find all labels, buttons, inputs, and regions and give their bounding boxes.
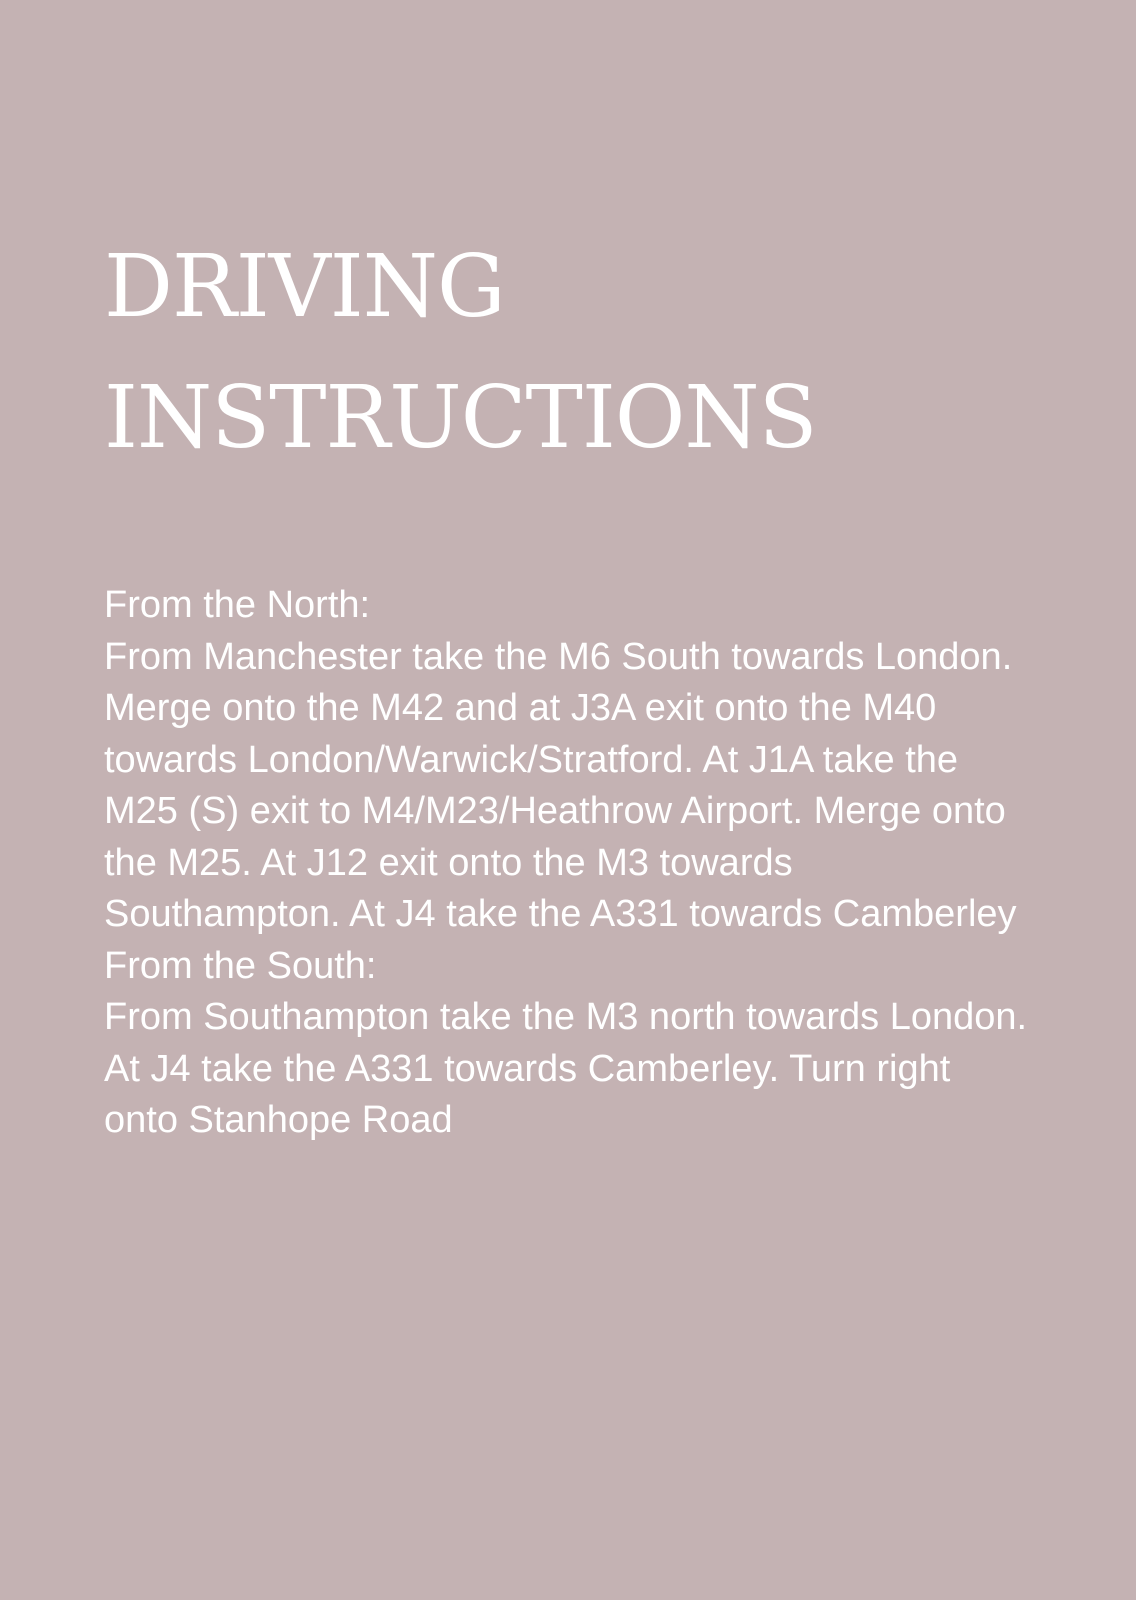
title-line-2: INSTRUCTIONS	[104, 368, 817, 468]
south-directions: From Southampton take the M3 north towards London. At J4 take the A331 towards Camberley. Turn right onto Stanhope Road	[104, 996, 1028, 1141]
title-line-1: DRIVING	[104, 237, 505, 337]
directions-body	[104, 580, 1034, 1147]
south-heading: From the South:	[104, 944, 377, 987]
north-directions: From Manchester take the M6 South towards London. Merge onto the M42 and at J3A exit onto the M40 towards London/Warwick/Stratford. At J1A take the M25 (S) exit to M4/M23/Heathrow Airport. Merge onto the M25. At J12 exit onto the M3 towards Southampton. At J4 take the A331 towards Camberley	[104, 635, 1017, 935]
north-heading: From the North:	[104, 584, 371, 626]
page-title	[104, 222, 1064, 484]
